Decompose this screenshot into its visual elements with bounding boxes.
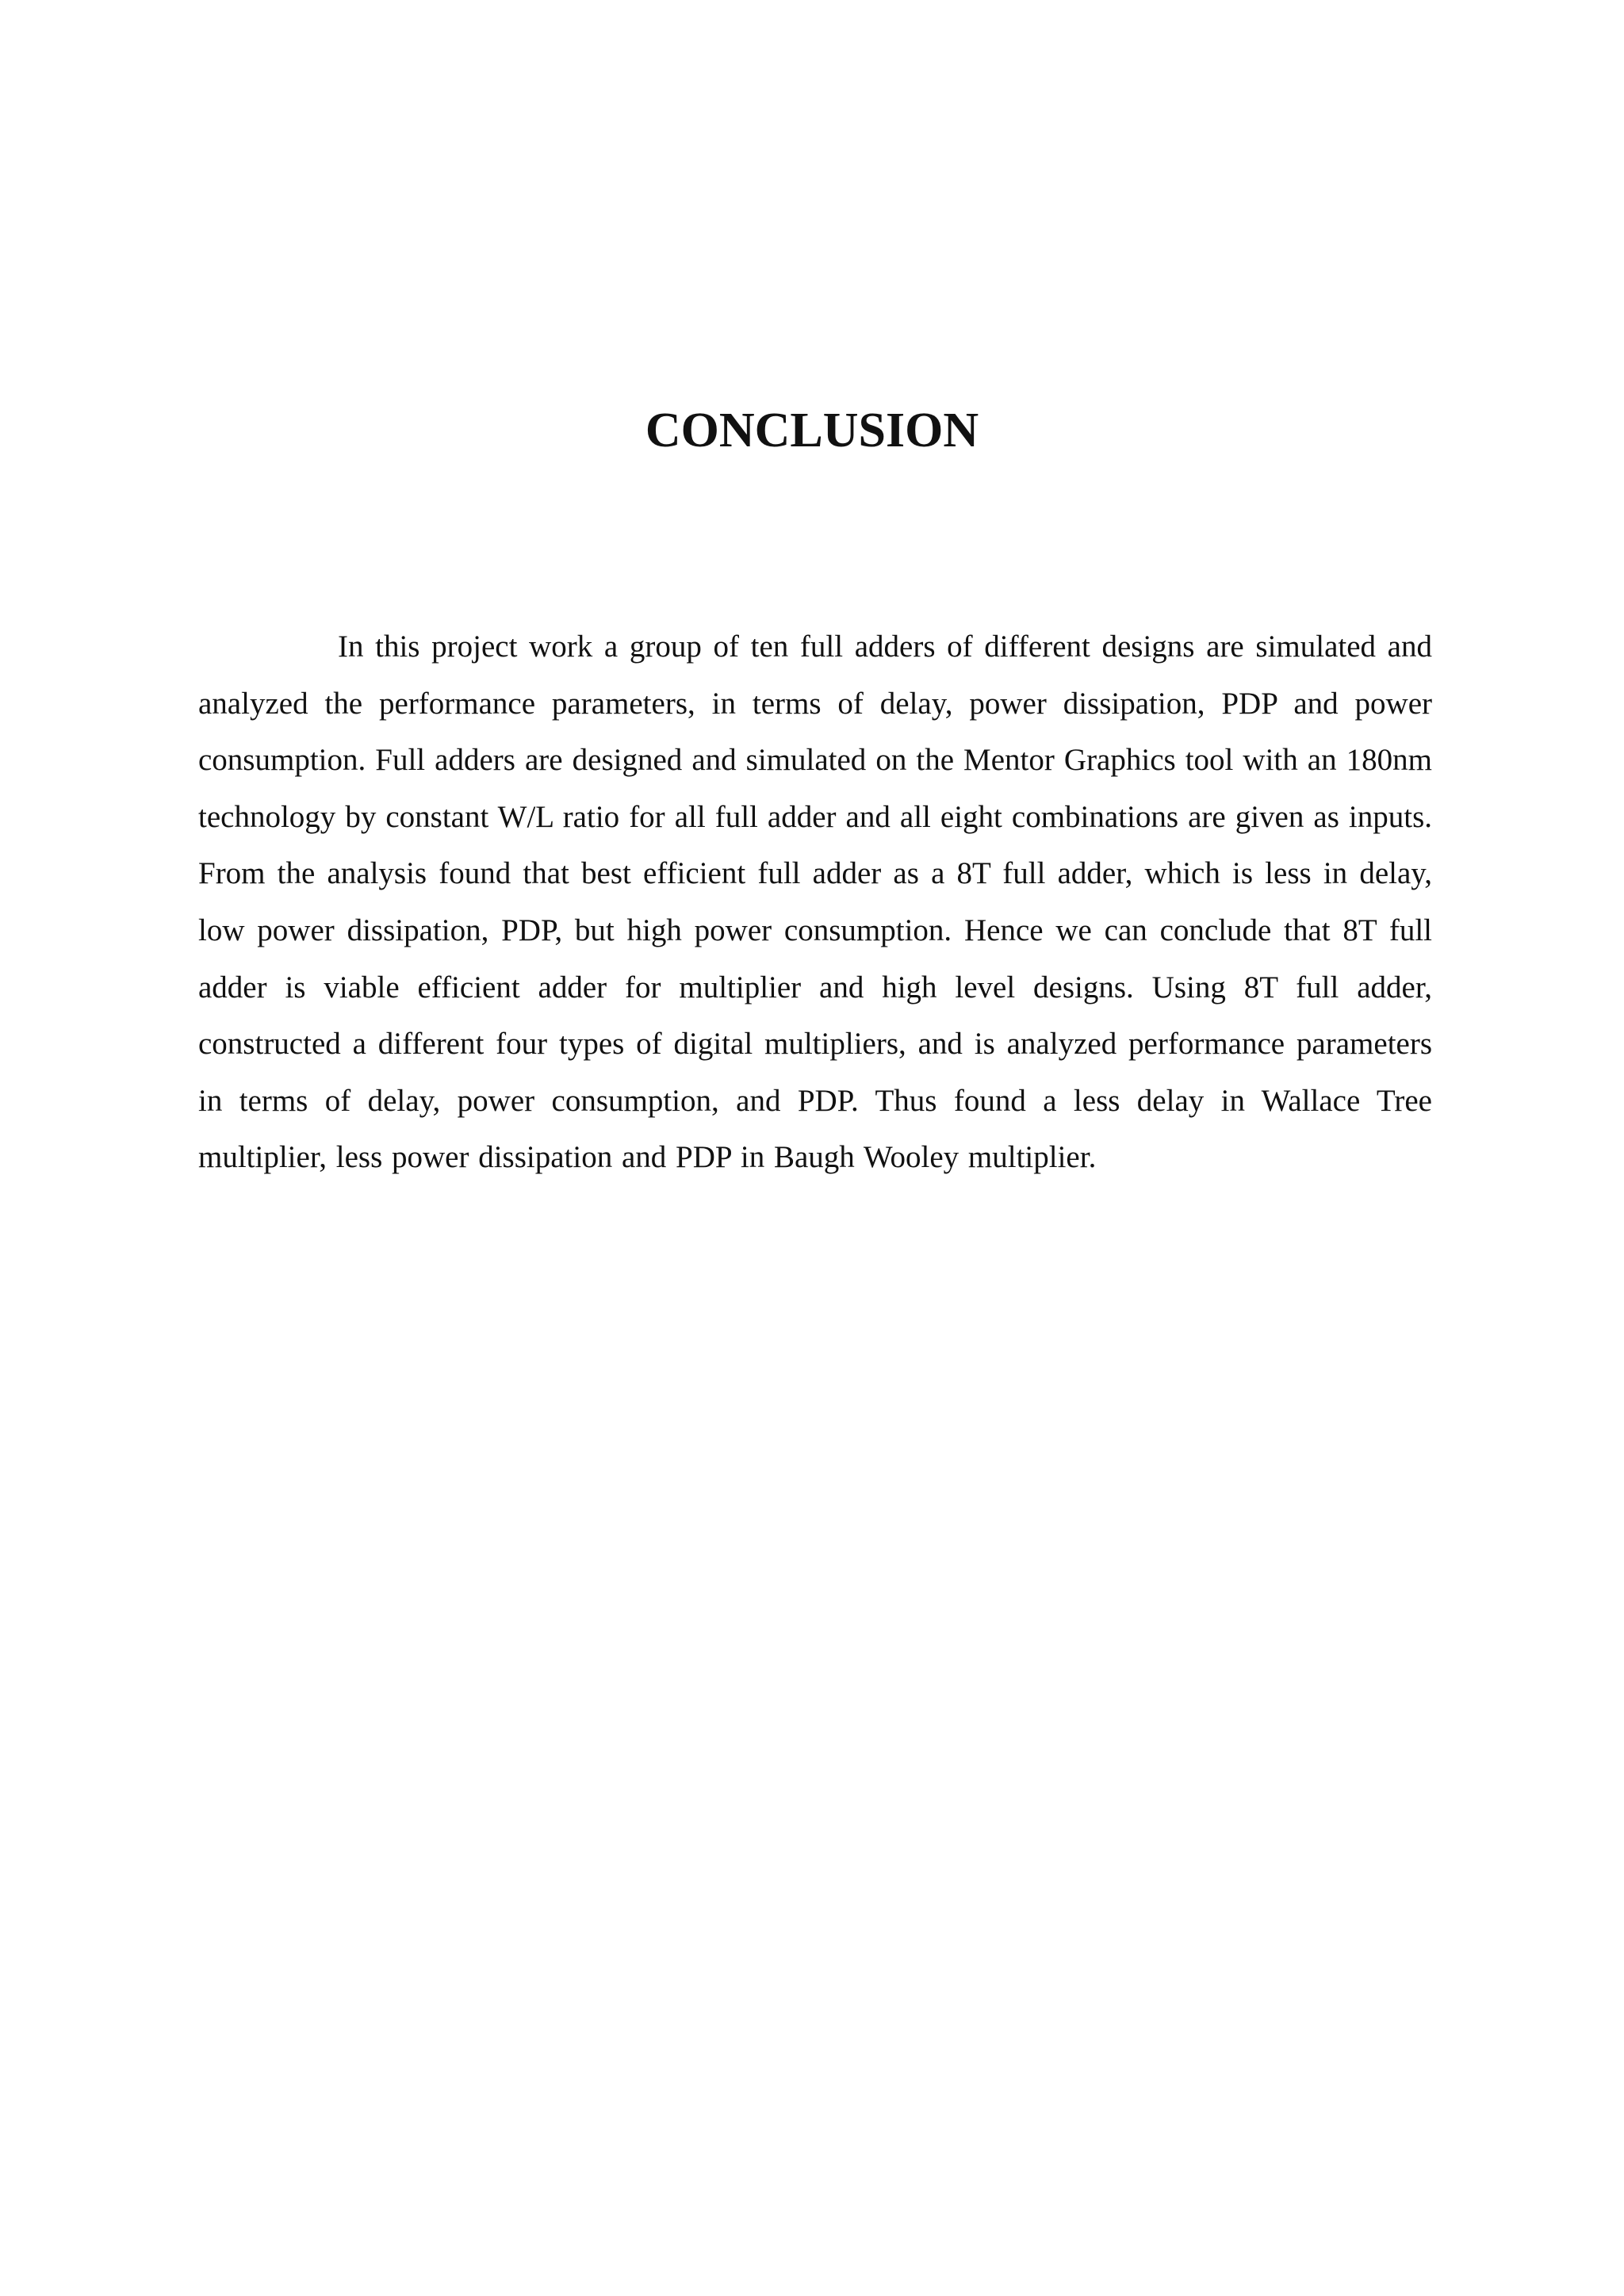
conclusion-paragraph: In this project work a group of ten full adders of different designs are simulated and analyzed the performance parameters, in terms of delay, power dissipation, PDP and power consumption. Full adders are designed and simulated on the Mentor Graphics tool with an 180nm technology by constant W/L ratio for all full adder and all eight combinations are given as inputs. From the analysis found that best efficient full adder as a 8T full adder, which is less in delay, low power dissipation, PDP, but high power consumption. Hence we can conclude that 8T full adder is viable efficient adder for multiplier and high level designs. Using 8T full adder, constructed a different four types of digital multipliers, and is analyzed performance parameters in terms of delay, power consumption, and PDP. Thus found a less delay in Wallace Tree multiplier, less power dissipation and PDP in Baugh Wooley multiplier. xyxy=(198,629,1432,1175)
page-title: CONCLUSION xyxy=(645,404,979,457)
